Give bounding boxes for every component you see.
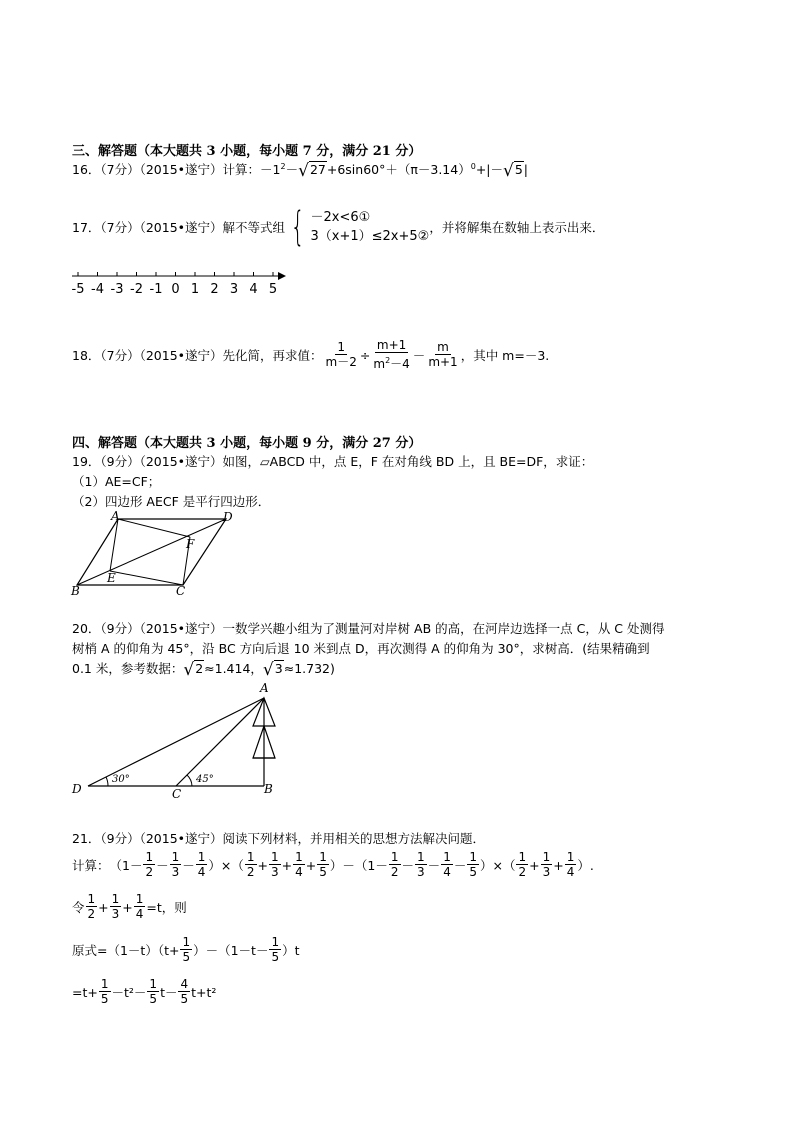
q17-prefix: 17．（7分）（2015•遂宁）解不等式组 xyxy=(72,220,286,235)
frac-1-3: $\frac{1}{3}$ xyxy=(271,850,279,879)
q18-prefix: 18．（7分）（2015•遂宁）先化简，再求值： xyxy=(72,348,323,363)
orig-mid: ）－（1－t－ xyxy=(193,943,269,958)
inequality-2: 3（x+1）≤2x+5② xyxy=(310,229,430,244)
q18-suffix: ，其中 m=－3. xyxy=(460,348,550,363)
frac-1-2: $\frac{1}{2}$ xyxy=(145,850,154,879)
q16-exp: 2 xyxy=(280,161,286,171)
label-d: D xyxy=(223,510,233,524)
frac-1-5: $\frac{1}{5}$ xyxy=(182,935,191,964)
frac-1-4: $\frac{1}{4}$ xyxy=(197,850,206,879)
number-line-label: -1 xyxy=(149,282,163,297)
calc-text: （1－ xyxy=(109,858,143,873)
q19-line2: （1）AE=CF； xyxy=(72,474,161,489)
last-mid2: t－ xyxy=(160,985,178,1000)
label-d: D xyxy=(72,782,82,796)
let-prefix: 令 xyxy=(72,900,85,915)
q21-last-line xyxy=(72,977,216,1007)
number-line-label: -5 xyxy=(71,282,85,297)
f2-den-base: m xyxy=(373,357,386,371)
number-line xyxy=(68,266,298,302)
approx-a: ≈1.414， xyxy=(204,661,263,676)
q21-orig-line xyxy=(72,935,300,965)
frac-1-2: $\frac{1}{2}$ xyxy=(390,850,399,879)
approx-b: ≈1.732) xyxy=(283,661,335,676)
label-b: B xyxy=(71,584,80,598)
fraction-3-num: m xyxy=(437,340,449,354)
angle-arc-30 xyxy=(106,777,108,786)
f2-den-exp: 2 xyxy=(385,356,391,365)
sqrt-symbol: √ xyxy=(183,660,195,680)
divide-sign: ÷ xyxy=(359,347,371,363)
frac-1-5: $\frac{1}{5}$ xyxy=(469,850,477,879)
radicand-2: 2 xyxy=(195,661,204,676)
q20-line3 xyxy=(72,659,335,680)
frac-1-5: $\frac{1}{5}$ xyxy=(149,977,158,1006)
left-brace: { xyxy=(290,204,305,250)
sqrt-symbol: √ xyxy=(503,161,514,181)
section4-heading: 四、解答题（本大题共 3 小题，每小题 9 分，满分 27 分） xyxy=(72,436,422,451)
segment-ec xyxy=(110,571,183,585)
label-f: F xyxy=(186,537,195,551)
number-line-label: 1 xyxy=(190,282,200,297)
last-prefix: =t+ xyxy=(72,984,98,1000)
orig-end: ）t xyxy=(282,943,300,958)
fraction-3-den: m+1 xyxy=(428,355,458,369)
inequality-system xyxy=(311,208,430,246)
frac-1-2: $\frac{1}{2}$ xyxy=(246,850,255,879)
frac-1-3: $\frac{1}{3}$ xyxy=(417,850,425,879)
q16-radicand-5: 5 xyxy=(514,162,523,177)
q21-let-line: 令 $\frac{1}{2}$ + $\frac{1}{3}$ + $\frac{1}{4}$ =t，则 xyxy=(72,892,187,921)
number-line-label: 3 xyxy=(229,282,239,297)
frac-1-3: $\frac{1}{3}$ xyxy=(171,850,180,879)
last-end: t+t² xyxy=(191,984,217,1000)
label-a: A xyxy=(111,509,120,523)
let-suffix: =t，则 xyxy=(146,900,187,915)
last-mid1: －t²－ xyxy=(111,985,147,1000)
fraction-1-den: m－2 xyxy=(325,355,357,369)
fraction-2-num: m+1 xyxy=(376,338,407,352)
diagonal-bd xyxy=(77,519,226,585)
q19-line1: 19．（9分）（2015•遂宁）如图，▱ABCD 中，点 E，F 在对角线 BD 上，且 BE=DF，求证： xyxy=(72,454,594,469)
q19-line3: （2）四边形 AECF 是平行四边形． xyxy=(72,494,271,509)
section3-heading: 三、解答题（本大题共 3 小题，每小题 7 分，满分 21 分） xyxy=(72,144,422,159)
fraction-2-den xyxy=(371,353,411,372)
sqrt-symbol: √ xyxy=(298,161,309,181)
q16-prefix: 16．（7分）（2015•遂宁）计算：－1 xyxy=(72,162,281,177)
frac-1-3: $\frac{1}{3}$ xyxy=(111,892,120,921)
label-c: C xyxy=(172,787,182,801)
number-line-label: 5 xyxy=(268,282,278,297)
number-line-label: -2 xyxy=(130,282,143,297)
number-line-label: -3 xyxy=(110,282,124,297)
calc-label: 计算： xyxy=(72,858,110,873)
fraction-2 xyxy=(371,338,411,372)
radicand-3: 3 xyxy=(274,661,283,676)
frac-1-4: $\frac{1}{4}$ xyxy=(443,850,451,879)
q21-calc-line: 计算： （1－ $\frac{1}{2}$ － $\frac{1}{3}$ － $\frac{1}{4}$ ）×（ $\frac{1}{2}$ + $\frac{1}{3}$ + $\frac{1}{4}$ + $\frac{1}{5}$ ）－（1－ $\frac{1}{2}$ － $\frac{1}{3}$ － $\frac{1}{4}$ － $\frac{1}{5}$ ）×（ $\frac{1}{2}$ + $\frac{1}{3}$ + $\frac{1}{4}$ ）. xyxy=(72,850,594,879)
fraction-3 xyxy=(426,340,459,370)
number-line-label: 4 xyxy=(249,282,258,297)
frac-1-4: $\frac{1}{4}$ xyxy=(566,850,575,879)
minus-sign: － xyxy=(412,348,426,363)
number-line-label: 2 xyxy=(210,282,219,297)
q17-suffix: ，并将解集在数轴上表示出来． xyxy=(429,220,605,235)
orig-label: 原式=（1－t）（t+ xyxy=(72,943,180,958)
frac-1-5: $\frac{1}{5}$ xyxy=(100,977,109,1006)
number-line-label: -4 xyxy=(91,282,104,297)
number-line-label: 0 xyxy=(171,282,180,297)
frac-4-5: $\frac{4}{5}$ xyxy=(180,977,189,1006)
q16-part4: +|－ xyxy=(475,162,503,177)
fraction-1 xyxy=(324,340,359,370)
segment-af xyxy=(118,519,190,537)
frac-1-3: $\frac{1}{3}$ xyxy=(542,850,551,879)
frac-1-5: $\frac{1}{5}$ xyxy=(271,935,280,964)
inequality-1: －2x<6① xyxy=(310,210,371,225)
q21-line1: 21．（9分）（2015•遂宁）阅读下列材料，并用相关的思想方法解决问题． xyxy=(72,831,486,846)
question-18 xyxy=(72,338,549,372)
label-b: B xyxy=(264,782,273,796)
q20-line1: 20．（9分）（2015•遂宁）一数学兴趣小组为了测量河对岸树 AB 的高，在河岸边选择一点 C，从 C 处测得 xyxy=(72,621,665,636)
q20-line2: 树梢 A 的仰角为 45°，沿 BC 方向后退 10 米到点 D，再次测得 A 的仰角为 30°，求树高．(结果精确到 xyxy=(72,641,650,656)
q20-line3-prefix: 0.1 米，参考数据： xyxy=(72,661,184,676)
label-30deg: 30° xyxy=(112,774,130,785)
parallelogram-figure xyxy=(66,508,246,600)
f2-den-rest: －4 xyxy=(390,357,410,371)
q16-part5: | xyxy=(523,162,529,177)
frac-1-2: $\frac{1}{2}$ xyxy=(87,892,96,921)
frac-1-4: $\frac{1}{4}$ xyxy=(295,850,303,879)
label-e: E xyxy=(107,571,116,585)
q16-part2: － xyxy=(285,162,299,177)
label-a: A xyxy=(260,681,269,695)
question-16 xyxy=(72,160,529,181)
q16-exp2: 0 xyxy=(470,161,476,171)
segment-ae xyxy=(110,519,118,571)
question-17 xyxy=(72,204,605,250)
frac-1-5: $\frac{1}{5}$ xyxy=(319,850,327,879)
label-45deg: 45° xyxy=(196,774,214,785)
frac-1-2: $\frac{1}{2}$ xyxy=(518,850,527,879)
line-ca xyxy=(176,698,264,786)
q16-part3: +6sin60°＋（π－3.14） xyxy=(326,162,471,177)
line-da xyxy=(88,698,264,786)
label-c: C xyxy=(176,584,186,598)
fraction-1-num: 1 xyxy=(337,340,346,354)
tree-figure xyxy=(66,680,296,802)
sqrt-symbol: √ xyxy=(262,660,274,680)
angle-arc-45 xyxy=(187,775,192,786)
q16-radicand-27: 27 xyxy=(309,162,326,177)
frac-1-4: $\frac{1}{4}$ xyxy=(135,892,144,921)
